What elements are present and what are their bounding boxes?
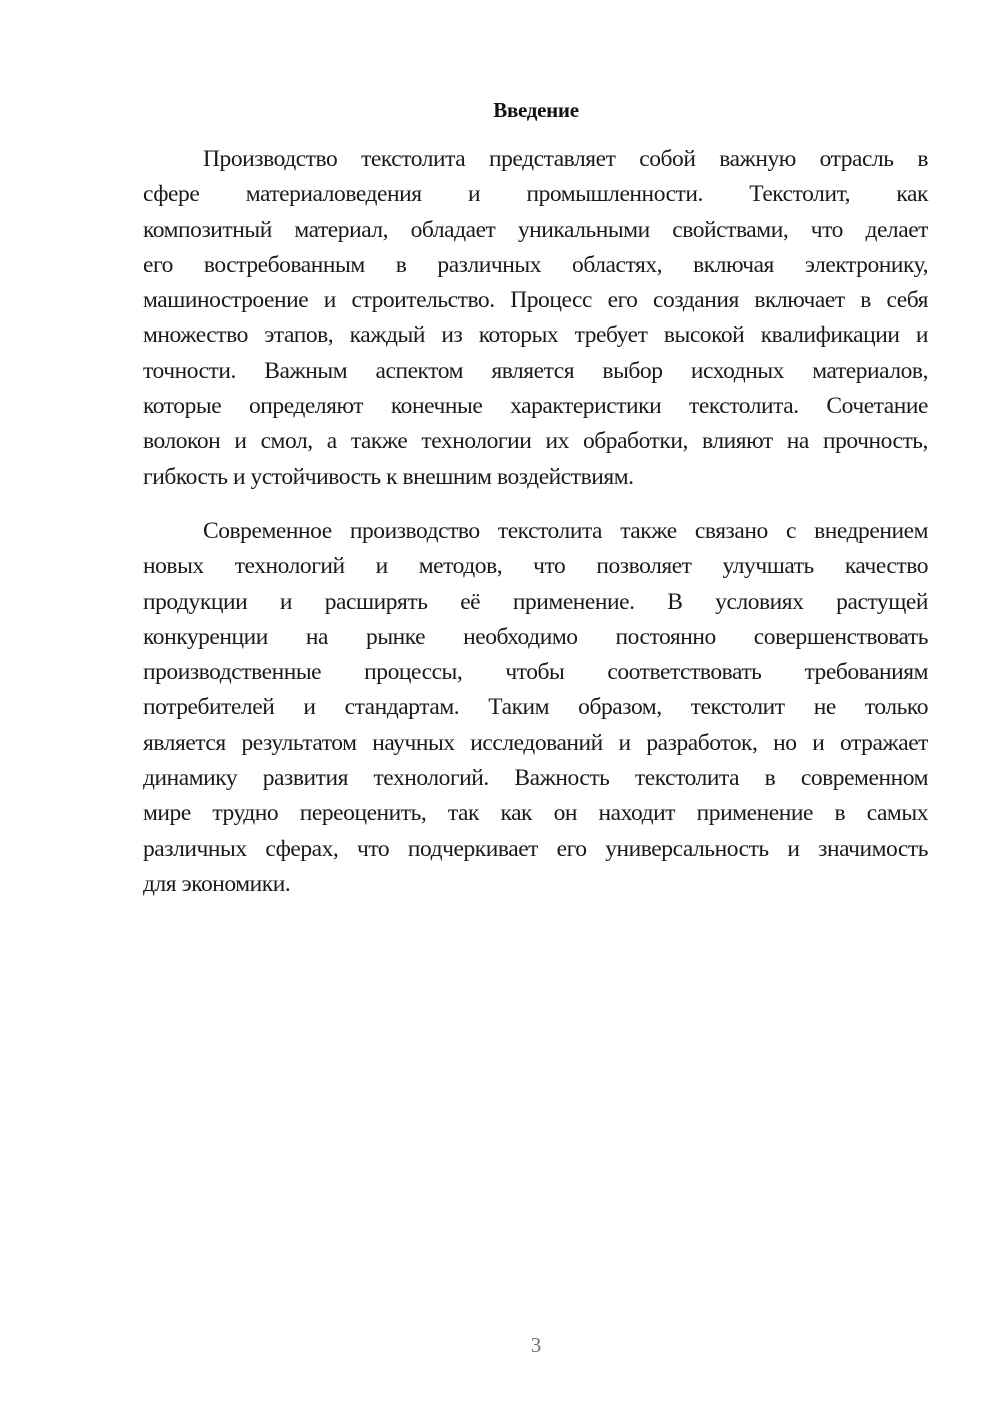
paragraph-1 <box>143 142 928 495</box>
text-line: потребителей и стандартам. Таким образом, текстолит не только <box>143 694 928 721</box>
text-line: Современное производство текстолита также связано с внедрением <box>203 518 928 544</box>
text-line: точности. Важным аспектом является выбор исходных материалов, <box>143 357 928 384</box>
text-line: динамику развития технологий. Важность текстолита в современном <box>143 765 928 792</box>
page-number: 3 <box>530 1333 542 1357</box>
text-line: продукции и расширять её применение. В условиях растущей <box>143 588 928 615</box>
text-line: гибкость и устойчивость к внешним воздействиям. <box>143 463 634 490</box>
text-line: мире трудно переоценить, так как он находит применение в самых <box>143 800 928 827</box>
text-line: сфере материаловедения и промышленности. Текстолит, как <box>143 181 928 208</box>
text-line: является результатом научных исследований и разработок, но и отражает <box>143 729 928 756</box>
text-line: конкуренции на рынке необходимо постоянно совершенствовать <box>143 623 928 650</box>
text-line: различных сферах, что подчеркивает его универсальность и значимость <box>143 835 928 862</box>
text-line: композитный материал, обладает уникальными свойствами, что делает <box>143 216 928 243</box>
text-line: его востребованным в различных областях, включая электронику, <box>143 251 928 278</box>
text-line: для экономики. <box>143 870 291 897</box>
text-line: которые определяют конечные характеристики текстолита. Сочетание <box>143 393 928 420</box>
text-line: множество этапов, каждый из которых требует высокой квалификации и <box>143 322 928 349</box>
paragraph-2 <box>143 514 928 902</box>
text-line: производственные процессы, чтобы соответствовать требованиям <box>143 659 928 686</box>
text-line: Производство текстолита представляет собой важную отрасль в <box>203 146 928 172</box>
text-line: волокон и смол, а также технологии их обработки, влияют на прочность, <box>143 428 928 455</box>
text-line: новых технологий и методов, что позволяет улучшать качество <box>143 553 928 580</box>
text-line: машиностроение и строительство. Процесс его создания включает в себя <box>143 287 928 314</box>
section-heading: Введение <box>493 98 579 122</box>
